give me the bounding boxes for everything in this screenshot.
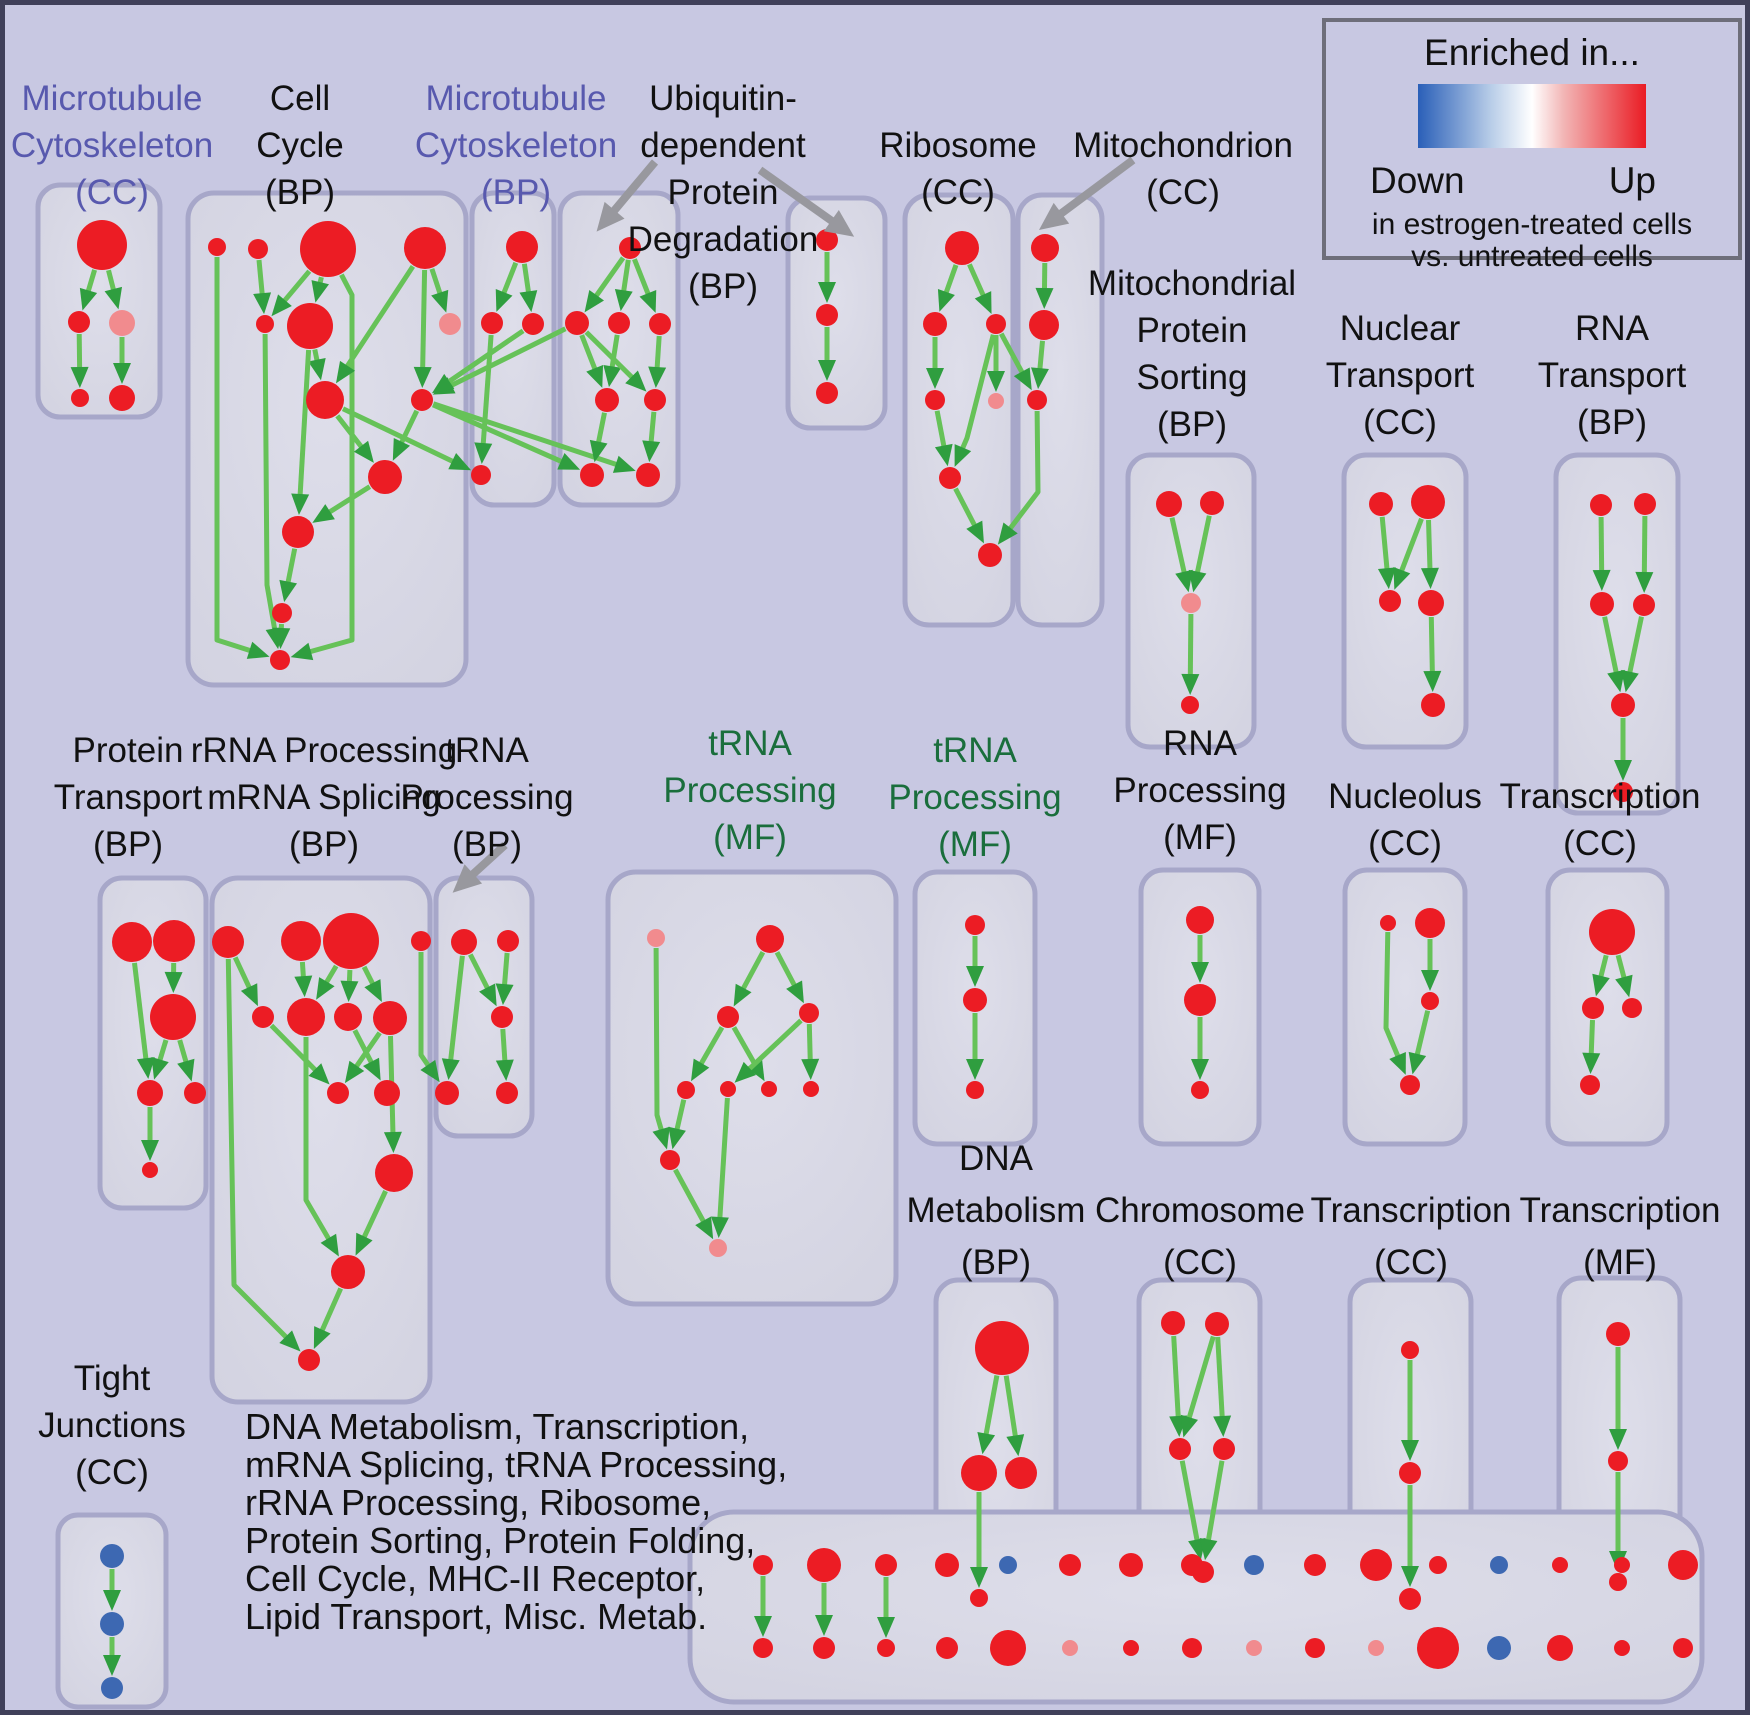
strip-node-top-6 <box>1119 1553 1143 1577</box>
cluster-label-mito-protein-sorting: Mitochondrial Protein Sorting (BP) <box>1087 264 1297 444</box>
node-u7 <box>580 463 604 487</box>
cluster-label-cell-cycle: Cell Cycle (BP) <box>256 79 344 212</box>
strip-node-top-12 <box>1490 1556 1508 1574</box>
node-u6 <box>644 389 666 411</box>
node-rt4 <box>1633 594 1655 616</box>
node-c2 <box>248 239 268 259</box>
node-v2 <box>816 304 838 326</box>
node-nt4 <box>1418 590 1444 616</box>
cluster-label-transcription-mf: Transcription (MF) <box>1519 1191 1721 1282</box>
node-f2 <box>1399 1462 1421 1484</box>
node-t2 <box>1029 310 1059 340</box>
node-rt1 <box>1590 494 1612 516</box>
cluster-label-transcription-cc-row3: Transcription (CC) <box>1310 1191 1512 1282</box>
strip-node-bottom-0 <box>753 1638 773 1658</box>
node-o2 <box>1415 908 1445 938</box>
node-o4 <box>1400 1075 1420 1095</box>
node-p5 <box>184 1082 206 1104</box>
node-q9 <box>327 1082 349 1104</box>
node-nt5 <box>1421 693 1445 717</box>
node-z5 <box>496 1082 518 1104</box>
node-f1 <box>1401 1341 1419 1359</box>
cluster-label-trna-mf-big: tRNA Processing (MF) <box>663 724 837 857</box>
node-q3 <box>323 913 379 969</box>
node-u4 <box>649 313 671 335</box>
strip-node-top-9 <box>1304 1554 1326 1576</box>
node-nt2 <box>1411 485 1445 519</box>
node-f3 <box>1399 1588 1421 1610</box>
strip-node-bottom-15 <box>1673 1638 1693 1658</box>
node-q6 <box>287 998 325 1036</box>
cluster-label-trna-bp: tRNA Processing (BP) <box>400 731 574 864</box>
node-u8 <box>636 463 660 487</box>
node-c10 <box>368 460 402 494</box>
node-e2 <box>1205 1312 1229 1336</box>
node-q1 <box>212 926 244 958</box>
node-d3 <box>1005 1457 1037 1489</box>
cluster-label-mitochondrion: Mitochondrion (CC) <box>1073 126 1293 212</box>
node-g2 <box>756 925 784 953</box>
node-s2 <box>1200 491 1224 515</box>
legend-up-label: Up <box>1608 160 1656 201</box>
node-r3 <box>986 314 1006 334</box>
node-rt2 <box>1634 493 1656 515</box>
strip-node-top-2 <box>875 1554 897 1576</box>
node-z4 <box>435 1081 459 1105</box>
cluster-label-rna-processing-mf: RNA Processing (MF) <box>1113 724 1287 857</box>
node-z1 <box>451 929 477 955</box>
cluster-label-ubiquitin-degradation: Ubiquitin-dependent Protein Degradation (BP) <box>627 79 819 306</box>
cluster-label-dna-metabolism: DNA Metabolism (BP) <box>906 1139 1086 1282</box>
strip-node-top-13 <box>1552 1557 1568 1573</box>
strip-node-bottom-7 <box>1182 1638 1202 1658</box>
misc-text-line: Lipid Transport, Misc. Metab. <box>245 1596 708 1637</box>
node-tj2 <box>100 1612 124 1636</box>
strip-node-bottom-5 <box>1062 1640 1078 1656</box>
node-g8 <box>803 1081 819 1097</box>
strip-node-bottom-4 <box>990 1630 1026 1666</box>
node-q5 <box>252 1006 274 1028</box>
node-a5 <box>109 385 135 411</box>
edge-nt4-nt5 <box>1431 617 1432 686</box>
legend <box>1322 18 1742 273</box>
node-q2 <box>281 921 321 961</box>
strip-node-bottom-12 <box>1487 1636 1511 1660</box>
cluster-label-chromosome: Chromosome (CC) <box>1094 1191 1306 1282</box>
misc-text-line: Protein Sorting, Protein Folding, <box>245 1520 756 1561</box>
node-r7 <box>978 543 1002 567</box>
cluster-box-protein-transport <box>100 878 206 1208</box>
node-a3 <box>109 310 135 336</box>
cluster-label-mt-bp: Microtubule Cytoskeleton (BP) <box>414 79 618 212</box>
node-x3 <box>1609 1573 1627 1591</box>
node-m3 <box>522 313 544 335</box>
node-u3 <box>608 312 630 334</box>
cluster-box-rna-transport <box>1556 455 1678 813</box>
node-t3 <box>1027 390 1047 410</box>
strip-node-top-14 <box>1614 1557 1630 1573</box>
node-e4 <box>1213 1438 1235 1460</box>
node-g9 <box>660 1150 680 1170</box>
cluster-box-nucleolus <box>1345 870 1465 1144</box>
cluster-box-nuclear-transport <box>1344 455 1466 747</box>
edge-z3-z5 <box>503 1029 506 1075</box>
node-w3 <box>1622 998 1642 1018</box>
node-r2 <box>923 312 947 336</box>
node-q12 <box>331 1255 365 1289</box>
edge-q2-q6 <box>302 962 304 991</box>
edge-s3-s4 <box>1190 614 1191 689</box>
cluster-label-trna-mf-small: tRNA Processing (MF) <box>888 731 1062 864</box>
edge-t1-t2 <box>1044 263 1045 303</box>
node-q7 <box>334 1003 362 1031</box>
node-s1 <box>1156 491 1182 517</box>
cluster-box-mt-cc <box>38 185 160 417</box>
node-k1 <box>1186 906 1214 934</box>
node-p1 <box>112 922 152 962</box>
node-k3 <box>1191 1081 1209 1099</box>
node-h3 <box>966 1081 984 1099</box>
strip-node-top-7 <box>1181 1554 1203 1576</box>
node-g6 <box>720 1081 736 1097</box>
node-nt1 <box>1369 492 1393 516</box>
cluster-label-tight-junctions: Tight Junctions (CC) <box>38 1359 186 1492</box>
misc-categories-text <box>245 1408 787 1636</box>
strip-node-bottom-6 <box>1123 1640 1139 1656</box>
edge-c12-c13 <box>281 624 282 643</box>
edge-rt1-rt3 <box>1601 517 1602 585</box>
node-x1 <box>1606 1322 1630 1346</box>
strip-node-top-15 <box>1668 1550 1698 1580</box>
node-g1 <box>647 929 665 947</box>
cluster-box-rrna-mrna <box>212 878 430 1402</box>
misc-text-line: rRNA Processing, Ribosome, <box>245 1482 712 1523</box>
strip-node-bottom-8 <box>1246 1640 1262 1656</box>
legend-title: Enriched in... <box>1424 32 1640 73</box>
node-g4 <box>799 1003 819 1023</box>
node-t1 <box>1031 234 1059 262</box>
node-tj1 <box>100 1544 124 1568</box>
node-c5 <box>256 315 274 333</box>
edge-u4-u6 <box>656 336 659 382</box>
node-o3 <box>1421 992 1439 1010</box>
node-k2 <box>1184 984 1216 1016</box>
node-c9 <box>411 389 433 411</box>
node-r4 <box>925 390 945 410</box>
node-u2 <box>565 311 589 335</box>
node-p6 <box>142 1162 158 1178</box>
edge-g4-g8 <box>809 1024 810 1074</box>
node-rt5 <box>1611 693 1635 717</box>
node-r6 <box>939 467 961 489</box>
node-p2 <box>153 920 195 962</box>
strip-node-bottom-11 <box>1417 1627 1459 1669</box>
node-h2 <box>963 988 987 1012</box>
node-e1 <box>1161 1311 1185 1335</box>
edge-nt2-nt4 <box>1429 520 1431 583</box>
node-c1 <box>208 238 226 256</box>
node-m2 <box>481 312 503 334</box>
edge-c4-c9 <box>422 270 424 382</box>
node-c8 <box>306 381 344 419</box>
node-r1 <box>945 231 979 265</box>
node-rt3 <box>1590 592 1614 616</box>
strip-node-top-3 <box>935 1553 959 1577</box>
strip-node-top-8 <box>1244 1555 1264 1575</box>
strip-node-bottom-13 <box>1547 1635 1573 1661</box>
node-d1 <box>975 1321 1029 1375</box>
node-q11 <box>375 1154 413 1192</box>
node-q10 <box>374 1080 400 1106</box>
strip-node-bottom-14 <box>1614 1640 1630 1656</box>
legend-down-label: Down <box>1370 160 1465 201</box>
node-q13 <box>298 1349 320 1371</box>
node-x2 <box>1608 1451 1628 1471</box>
node-r5 <box>988 393 1004 409</box>
node-w4 <box>1580 1075 1600 1095</box>
strip-node-top-1 <box>807 1548 841 1582</box>
node-u5 <box>595 388 619 412</box>
cluster-label-rna-transport: RNA Transport (BP) <box>1537 309 1687 442</box>
node-e3 <box>1169 1438 1191 1460</box>
cluster-label-ribosome: Ribosome (CC) <box>879 126 1037 212</box>
legend-gradient-bar <box>1418 84 1646 148</box>
node-tj3 <box>101 1677 123 1699</box>
node-h1 <box>965 915 985 935</box>
strip-node-bottom-10 <box>1368 1640 1384 1656</box>
node-c11 <box>282 516 314 548</box>
misc-text-line: Cell Cycle, MHC-II Receptor, <box>245 1558 706 1599</box>
node-c4 <box>404 227 446 269</box>
strip-node-bottom-3 <box>936 1637 958 1659</box>
node-c3 <box>300 221 356 277</box>
strip-node-bottom-1 <box>813 1637 835 1659</box>
cluster-label-nuclear-transport: Nuclear Transport (CC) <box>1325 309 1475 442</box>
node-a2 <box>68 311 90 333</box>
edge-rt2-rt4 <box>1644 516 1645 587</box>
node-m1 <box>506 231 538 263</box>
node-q4 <box>411 931 431 951</box>
node-p4 <box>137 1080 163 1106</box>
edge-w2-w4 <box>1591 1020 1593 1068</box>
cluster-label-transcription-cc-row2: Transcription (CC) <box>1499 777 1701 863</box>
node-nt3 <box>1379 590 1401 612</box>
node-p3 <box>150 994 196 1040</box>
node-c7 <box>439 313 461 335</box>
node-o1 <box>1380 915 1396 931</box>
node-v3 <box>816 382 838 404</box>
strip-node-top-11 <box>1429 1556 1447 1574</box>
node-c13 <box>270 650 290 670</box>
node-w1 <box>1589 909 1635 955</box>
legend-subtitle-line2: vs. untreated cells <box>1411 240 1653 273</box>
node-d2 <box>961 1455 997 1491</box>
misc-text-line: DNA Metabolism, Transcription, <box>245 1406 750 1447</box>
node-z2 <box>497 930 519 952</box>
node-a1 <box>77 220 127 270</box>
edge-a2-a4 <box>79 334 80 382</box>
strip-node-bottom-2 <box>877 1639 895 1657</box>
node-g5 <box>677 1081 695 1099</box>
node-c12 <box>272 603 292 623</box>
node-z3 <box>491 1006 513 1028</box>
strip-node-bottom-9 <box>1305 1638 1325 1658</box>
cluster-box-mitochondrion <box>1018 195 1102 625</box>
strip-node-top-4 <box>999 1556 1017 1574</box>
cluster-label-mt-cc: Microtubule Cytoskeleton (CC) <box>10 79 214 212</box>
node-w2 <box>1582 997 1604 1019</box>
node-c6 <box>287 303 333 349</box>
node-g3 <box>717 1006 739 1028</box>
node-g10 <box>709 1239 727 1257</box>
node-q8 <box>373 1001 407 1035</box>
node-s4 <box>1181 696 1199 714</box>
cluster-label-nucleolus: Nucleolus (CC) <box>1328 777 1482 863</box>
strip-node-top-5 <box>1059 1554 1081 1576</box>
node-g7 <box>761 1081 777 1097</box>
node-d4 <box>970 1589 988 1607</box>
node-m4 <box>471 465 491 485</box>
node-v1 <box>816 229 838 251</box>
cluster-label-protein-transport: Protein Transport (BP) <box>53 731 203 864</box>
node-a4 <box>71 389 89 407</box>
edge-q3-q7 <box>349 970 350 996</box>
node-s3 <box>1181 593 1201 613</box>
cluster-label-rrna-mrna: rRNA Processing mRNA Splicing (BP) <box>190 731 458 864</box>
misc-text-line: mRNA Splicing, tRNA Processing, <box>245 1444 788 1485</box>
strip-node-top-10 <box>1360 1549 1392 1581</box>
legend-subtitle-line1: in estrogen-treated cells <box>1371 208 1693 241</box>
